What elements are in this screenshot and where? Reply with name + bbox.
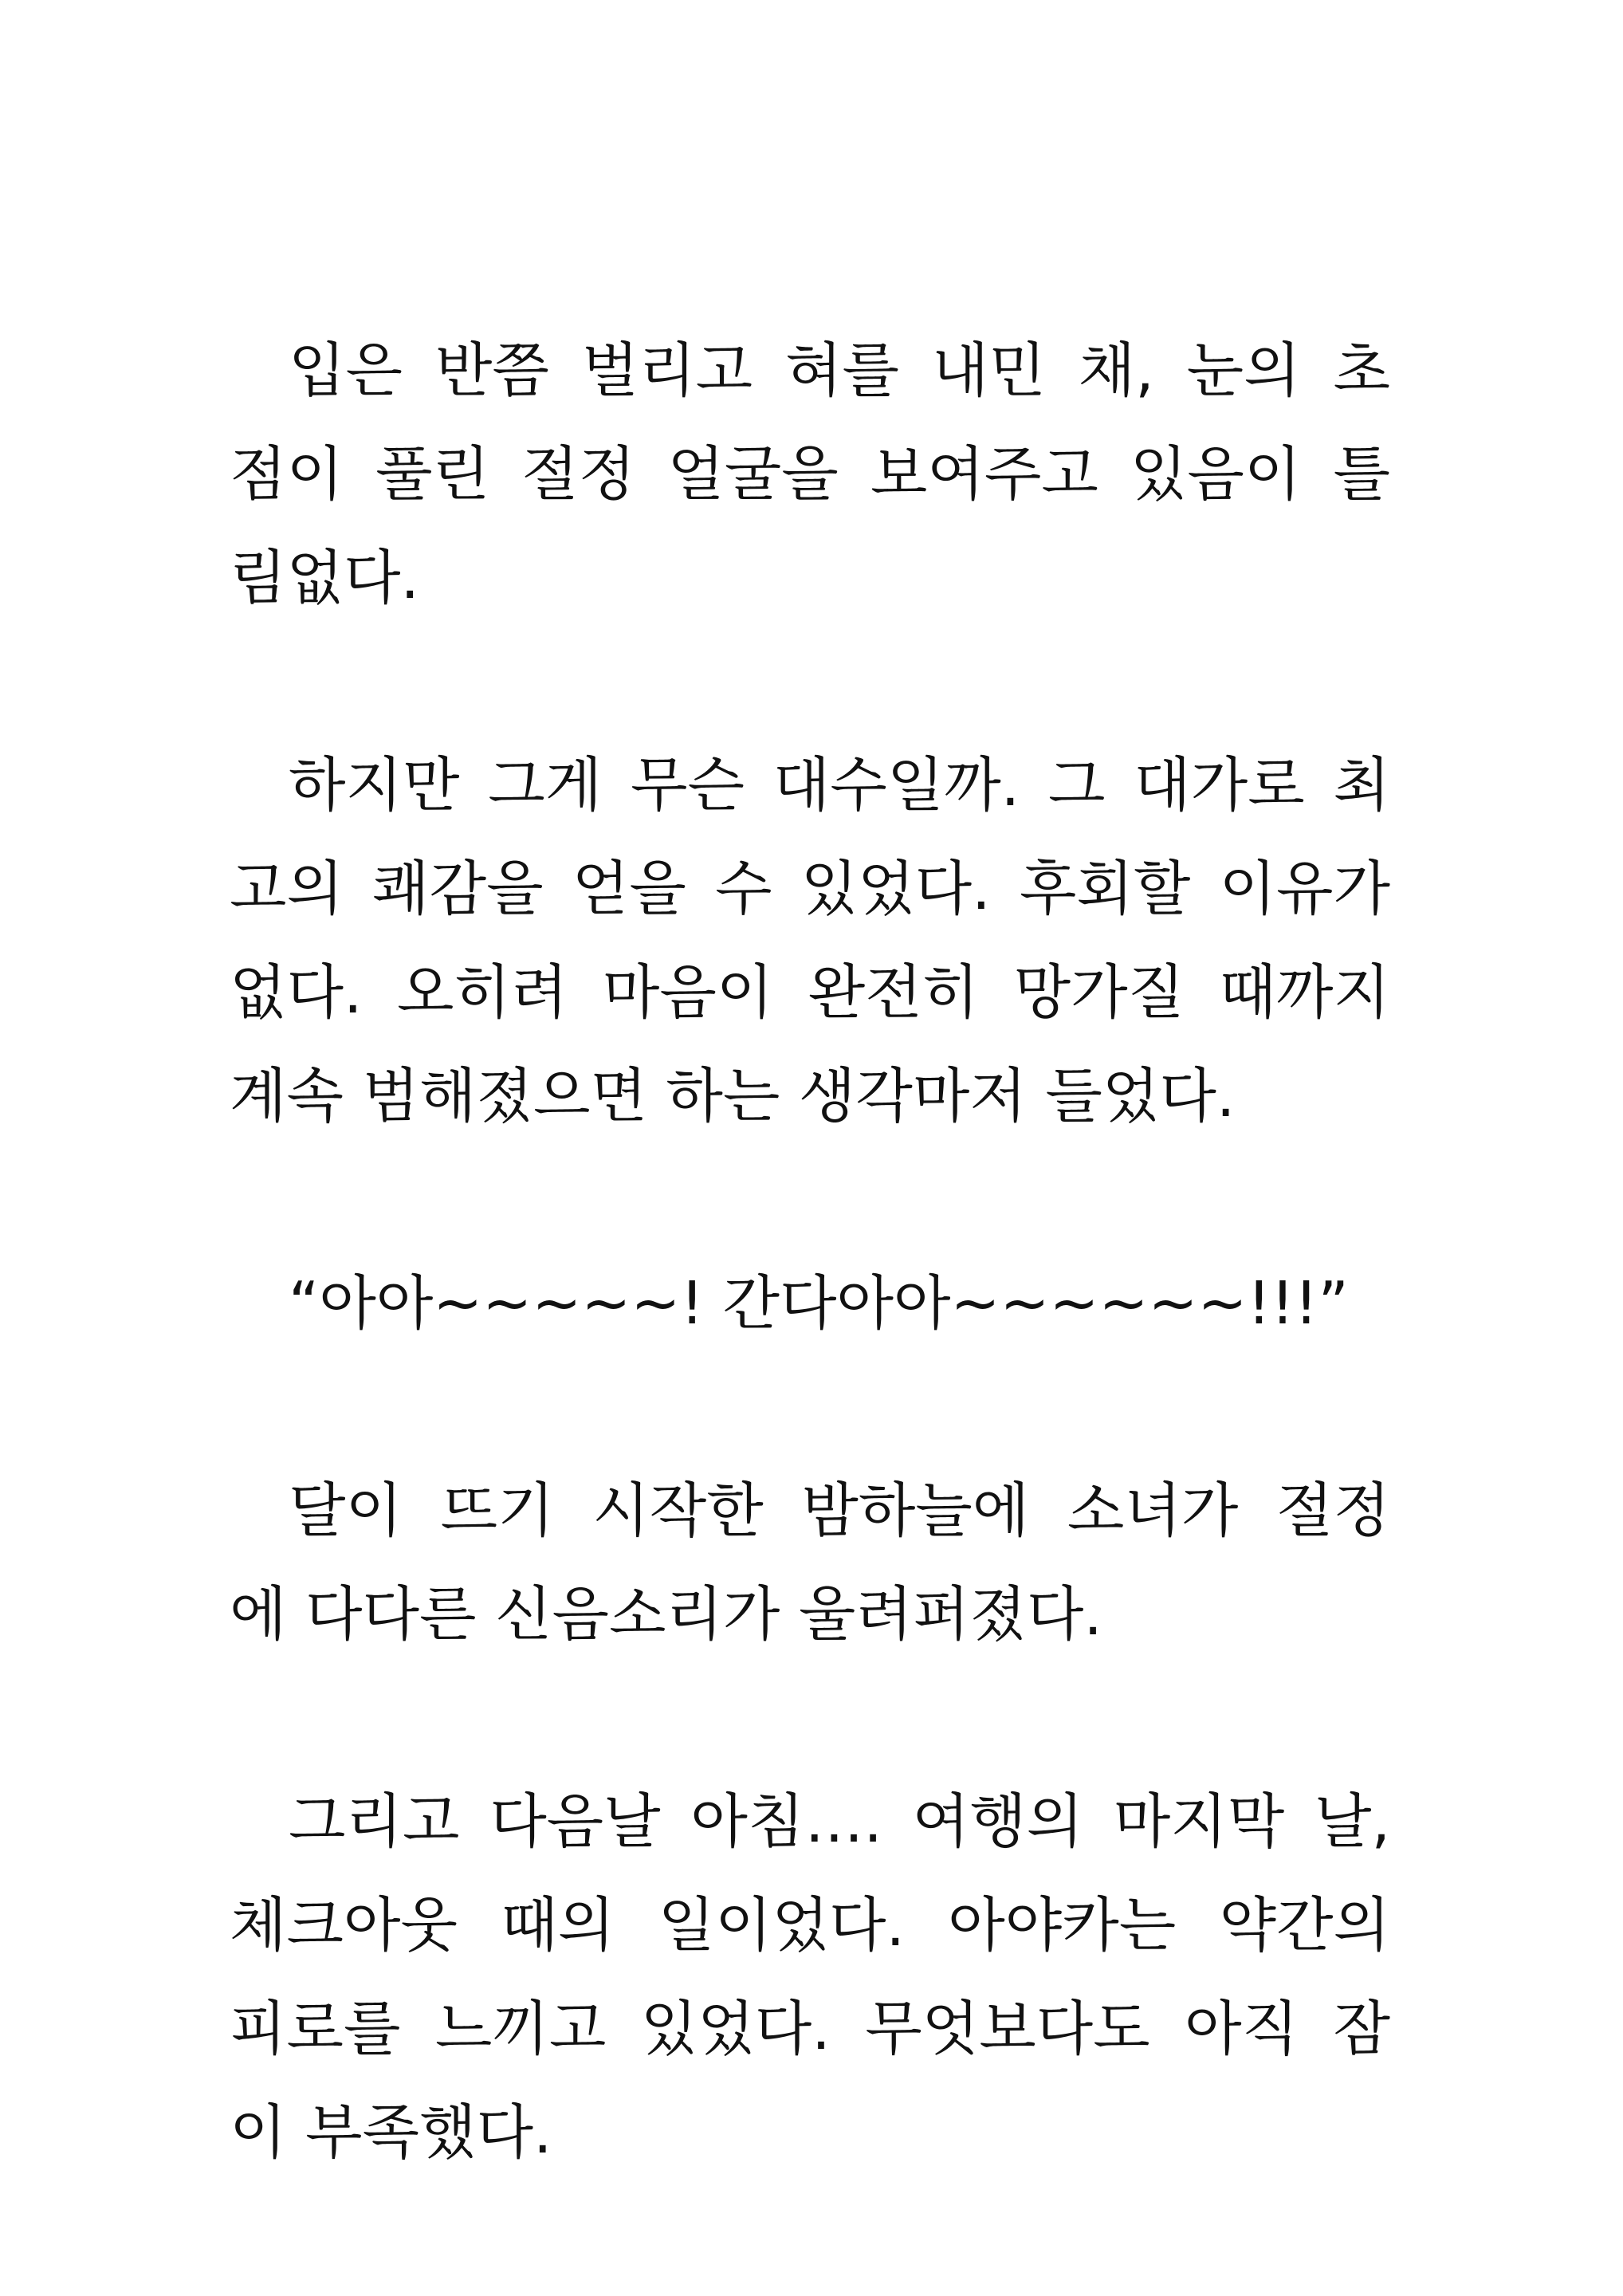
text-line: 그리고 다음날 아침…. 여행의 마지막 날, xyxy=(289,1787,1390,1856)
paragraph-4 xyxy=(230,1459,1390,1666)
text-line: 입은 반쯤 벌리고 혀를 내민 채, 눈의 초 xyxy=(289,336,1390,405)
text-line: 없다. 오히려 마음이 완전히 망가질 때까지 xyxy=(230,958,1390,1027)
text-line: 림없다. xyxy=(230,544,419,612)
dialogue-line: “아아~~~~~! 간다아아~~~~~~!!!” xyxy=(289,1269,1349,1338)
text-line: 계속 범해졌으면 하는 생각마저 들었다. xyxy=(230,1062,1236,1130)
body-text xyxy=(230,319,1390,2288)
text-line: 고의 쾌감을 얻을 수 있었다. 후회할 이유가 xyxy=(230,855,1390,923)
paragraph-1 xyxy=(230,319,1390,630)
text-line: 이 부족했다. xyxy=(230,2098,552,2167)
paragraph-2 xyxy=(230,733,1390,1148)
text-line: 달이 뜨기 시작한 밤하늘에 소녀가 절정 xyxy=(289,1476,1390,1545)
text-line: 피로를 느끼고 있었다. 무엇보다도 아직 잠 xyxy=(230,1995,1390,2063)
text-line: 에 다다른 신음소리가 울려퍼졌다. xyxy=(230,1580,1102,1649)
paragraph-5 xyxy=(230,1770,1390,2184)
text-line: 체크아웃 때의 일이었다. 아야카는 약간의 xyxy=(230,1891,1390,1960)
text-line: 하지만 그게 무슨 대수일까. 그 대가로 최 xyxy=(289,751,1390,820)
text-line: 점이 풀린 절정 얼굴을 보여주고 있음이 틀 xyxy=(230,440,1390,509)
paragraph-dialogue xyxy=(230,1252,1390,1355)
